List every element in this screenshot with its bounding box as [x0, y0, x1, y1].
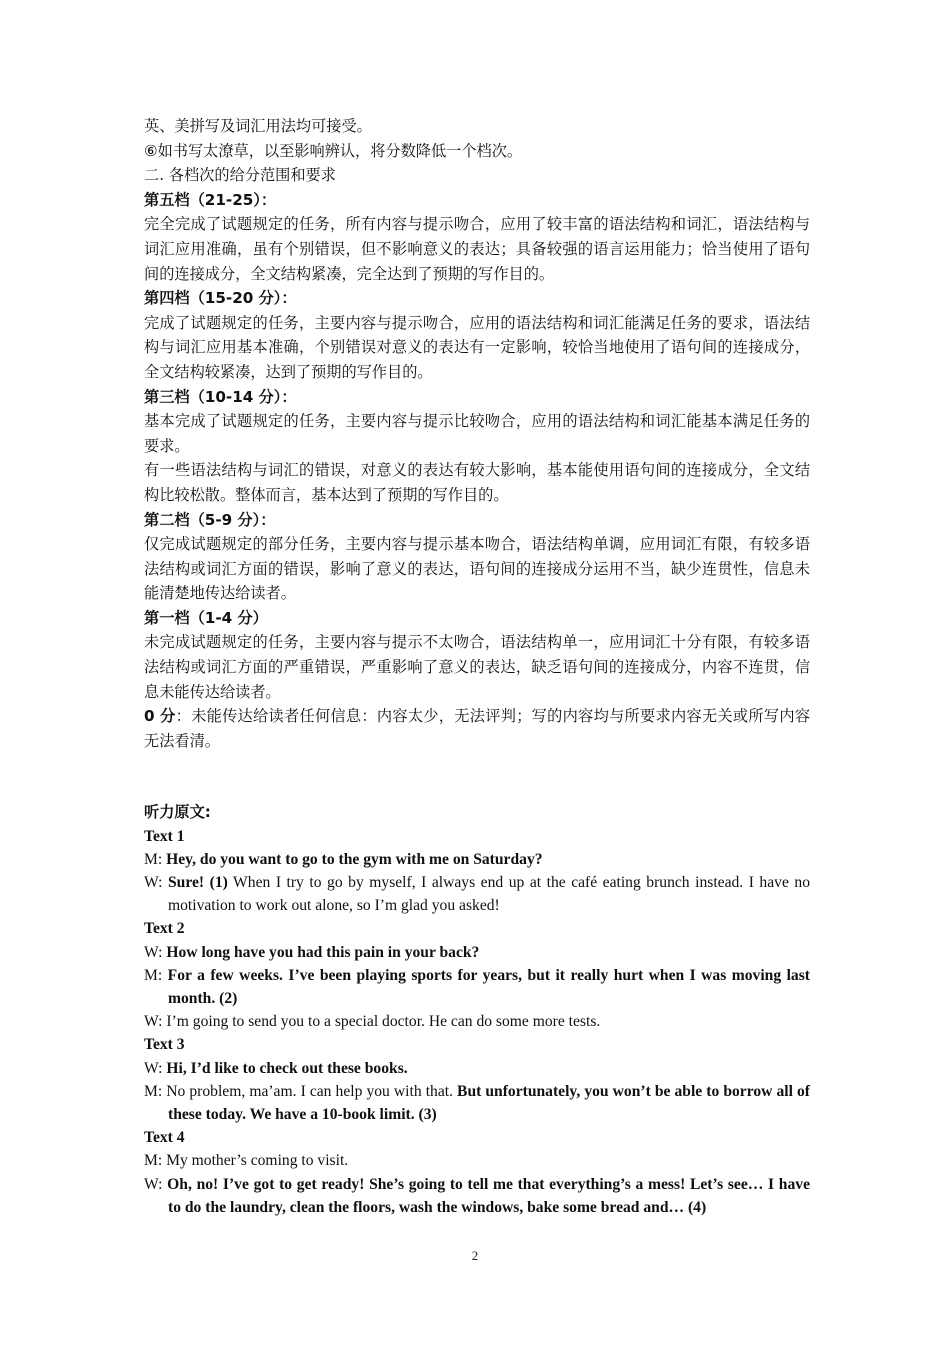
- dialogue-text: No problem, ma’am. I can help you with that.: [166, 1082, 458, 1100]
- dialogue-line: [144, 1149, 810, 1172]
- level-description: 完成了试题规定的任务，主要内容与提示吻合，应用的语法结构和词汇能满足任务的要求，语法结构与词汇应用基本准确，个别错误对意义的表达有一定影响，较恰当地使用了语句间的连接成分，全文结构较紧凑，达到了预期的写作目的。: [144, 313, 810, 381]
- rubric-line-2: ⑥如书写太潦草，以至影响辨认，将分数降低一个档次。: [144, 141, 523, 160]
- speaker-label: M:: [144, 1082, 167, 1100]
- level-description: 基本完成了试题规定的任务，主要内容与提示比较吻合，应用的语法结构和词汇能基本满足任务的要求。: [144, 412, 810, 455]
- dialogue-text: Oh, no! I’ve got to get ready! She’s going to tell me that everything’s a mess! Let’s see… I have to do the laundry, clean the floors, wash the windows, bake some bread and… (4): [167, 1175, 810, 1216]
- dialogue-text: Hi, I’d like to check out these books.: [166, 1059, 408, 1077]
- dialogue-text: Hey, do you want to go to the gym with me on Saturday?: [166, 850, 543, 868]
- score-levels: [144, 188, 810, 704]
- rubric-line-1: 英、美拼写及词汇用法均可接受。: [144, 117, 372, 135]
- zero-score-text: ：未能传达给读者任何信息：内容太少，无法评判；写的内容均与所要求内容无关或所写内容无法看清。: [144, 707, 811, 750]
- speaker-label: M:: [144, 1152, 167, 1170]
- speaker-label: W:: [144, 874, 168, 892]
- level-description: 有一些语法结构与词汇的错误，对意义的表达有较大影响，基本能使用语句间的连接成分，全文结构比较松散。整体而言，基本达到了预期的写作目的。: [144, 461, 810, 504]
- text-title: Text 4: [144, 1129, 185, 1147]
- speaker-label: W:: [144, 943, 167, 961]
- listening-heading: 听力原文:: [144, 803, 211, 822]
- zero-score-paragraph: [144, 704, 810, 753]
- dialogue-text: My mother’s coming to visit.: [166, 1152, 349, 1170]
- dialogue-line: [144, 1010, 810, 1033]
- dialogue-line: [144, 964, 810, 1010]
- listening-texts: [144, 825, 810, 1219]
- level-title: 第一档（1-4 分）: [144, 608, 268, 627]
- dialogue-text: But unfortunately, you won’t be able to borrow all of these today. We have a 10-book limit. (3): [168, 1082, 810, 1124]
- dialogue-text: When I try to go by myself, I always end up at the café eating brunch instead. I have no motivation to work out alone, so I’m glad you asked!: [168, 874, 810, 915]
- dialogue-line: [144, 1173, 810, 1219]
- dialogue-text: I’m going to send you to a special doctor. He can do some more tests.: [166, 1013, 601, 1031]
- dialogue-text: Sure! (1): [168, 874, 228, 892]
- dialogue-text: How long have you had this pain in your back?: [166, 943, 480, 961]
- page-number: 2: [471, 1248, 479, 1263]
- zero-score-label: 0 分: [144, 707, 176, 726]
- dialogue-line: [144, 848, 810, 871]
- document-page: [144, 114, 810, 1219]
- text-title: Text 1: [144, 827, 185, 845]
- dialogue-line: [144, 941, 810, 964]
- level-title: 第五档（21-25）：: [144, 190, 277, 209]
- dialogue-line: [144, 1080, 810, 1126]
- speaker-label: M:: [144, 966, 168, 984]
- text-title: Text 2: [144, 920, 185, 938]
- level-description: 未完成试题规定的任务，主要内容与提示不太吻合，语法结构单一，应用词汇十分有限，有较多语法结构或词汇方面的严重错误，严重影响了意义的表达，缺乏语句间的连接成分，内容不连贯，信息未能传达给读者。: [144, 633, 810, 701]
- speaker-label: M:: [144, 850, 167, 868]
- level-description: 完全完成了试题规定的任务，所有内容与提示吻合，应用了较丰富的语法结构和词汇，语法结构与词汇应用准确，虽有个别错误，但不影响意义的表达；具备较强的语言运用能力；恰当使用了语句间的连接成分，全文结构紧凑，完全达到了预期的写作目的。: [144, 215, 810, 283]
- level-title: 第二档（5-9 分）：: [144, 510, 276, 529]
- dialogue-line: [144, 1057, 810, 1080]
- level-title: 第四档（15-20 分）：: [144, 289, 297, 308]
- speaker-label: W:: [144, 1013, 167, 1031]
- dialogue-text: For a few weeks. I’ve been playing sports for years, but it really hurt when I was moving last month. (2): [167, 966, 810, 1008]
- level-description: 仅完成试题规定的部分任务，主要内容与提示基本吻合，语法结构单调，应用词汇有限，有较多语法结构或词汇方面的错误，影响了意义的表达，语句间的连接成分运用不当，缺少连贯性，信息未能清楚地传达给读者。: [144, 535, 810, 603]
- listening-section: [144, 801, 810, 1219]
- speaker-label: W:: [144, 1175, 168, 1193]
- section-heading: 二. 各档次的给分范围和要求: [144, 166, 336, 185]
- text-title: Text 3: [144, 1036, 185, 1054]
- speaker-label: W:: [144, 1059, 167, 1077]
- dialogue-line: [144, 871, 810, 917]
- level-title: 第三档（10-14 分）：: [144, 387, 297, 406]
